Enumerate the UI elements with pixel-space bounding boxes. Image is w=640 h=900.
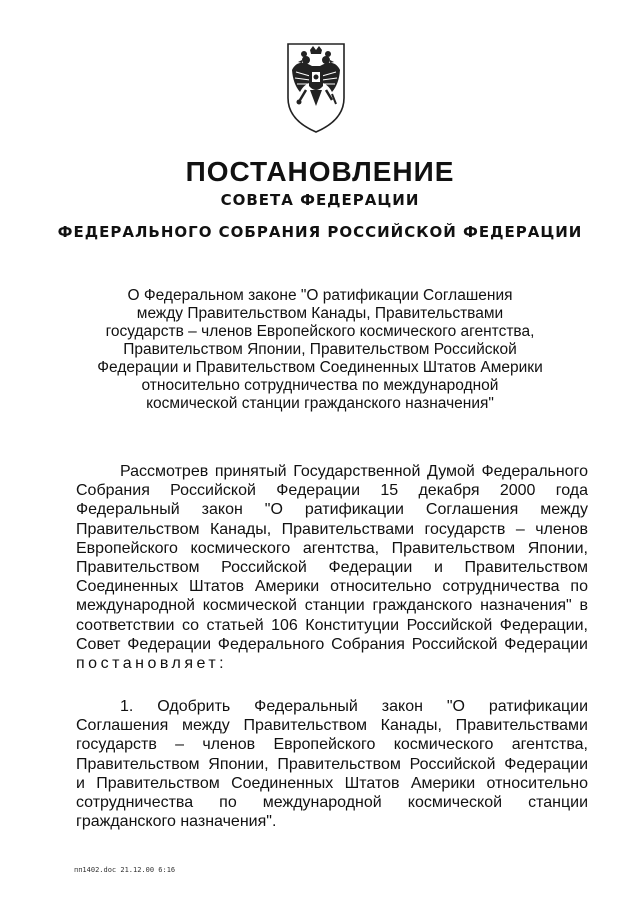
issuer-line-2: ФЕДЕРАЛЬНОГО СОБРАНИЯ РОССИЙСКОЙ ФЕДЕРАЦИИ [57,223,583,241]
body-line: Совет Федерации Федерального Собрания Российской Федерации [76,635,588,653]
body-line: Соглашения между Правительством Канады, Правительствами [76,717,588,735]
subject-line: Федерации и Правительством Соединенных Штатов Америки [97,359,543,376]
resolves-word: постановляет: [76,655,228,673]
subject-line: относительно сотрудничества по международной [141,377,499,394]
body-line: соответствии со статьей 106 Конституции Российской Федерации, [76,616,588,634]
body-line: гражданского назначения". [76,813,277,831]
subject-line: космической станции гражданского назначения" [146,395,494,412]
subject-line: О Федеральном законе "О ратификации Соглашения [127,287,513,304]
preamble-paragraph [76,462,588,673]
body-line: государств – членов Европейского космического агентства, [76,736,588,754]
subject-line: Правительством Японии, Правительством Российской [123,341,517,358]
subject-line: между Правительством Канады, Правительствами [136,305,504,322]
body-line: Рассмотрев принятый Государственной Думой Федерального [120,463,588,480]
body-line: Федеральный закон "О ратификации Соглашения между [76,501,588,519]
issuer-line-1: СОВЕТА ФЕДЕРАЦИИ [220,191,420,209]
body-line: 1. Одобрить Федеральный закон "О ратификации [120,698,588,715]
body-line: Правительством Российской Федерации и Правительством [76,559,588,577]
document-subject [60,287,580,413]
document-title: ПОСТАНОВЛЕНИЕ [185,156,455,187]
body-line: и Правительством Соединенных Штатов Америки относительно [76,774,588,792]
body-line: Правительством Канады, Правительствами государств – членов [76,520,588,538]
body-line: Европейского космического агентства, Правительством Японии, [76,539,588,557]
file-stamp: пп1402.doc 21.12.00 6:16 [74,866,176,874]
emblem-icon [284,40,348,136]
resolution-item-1 [76,697,588,831]
body-line: международной космической станции гражданского назначения" в [76,597,588,615]
body-line: Соединенных Штатов Америки относительно сотрудничества по [76,578,588,596]
subject-line: государств – членов Европейского космического агентства, [105,323,535,340]
body-line: сотрудничества по международной космической станции [76,794,588,812]
body-line: Правительством Японии, Правительством Российской Федерации [76,755,588,773]
body-line: Собрания Российской Федерации 15 декабря 2000 года [76,482,588,500]
